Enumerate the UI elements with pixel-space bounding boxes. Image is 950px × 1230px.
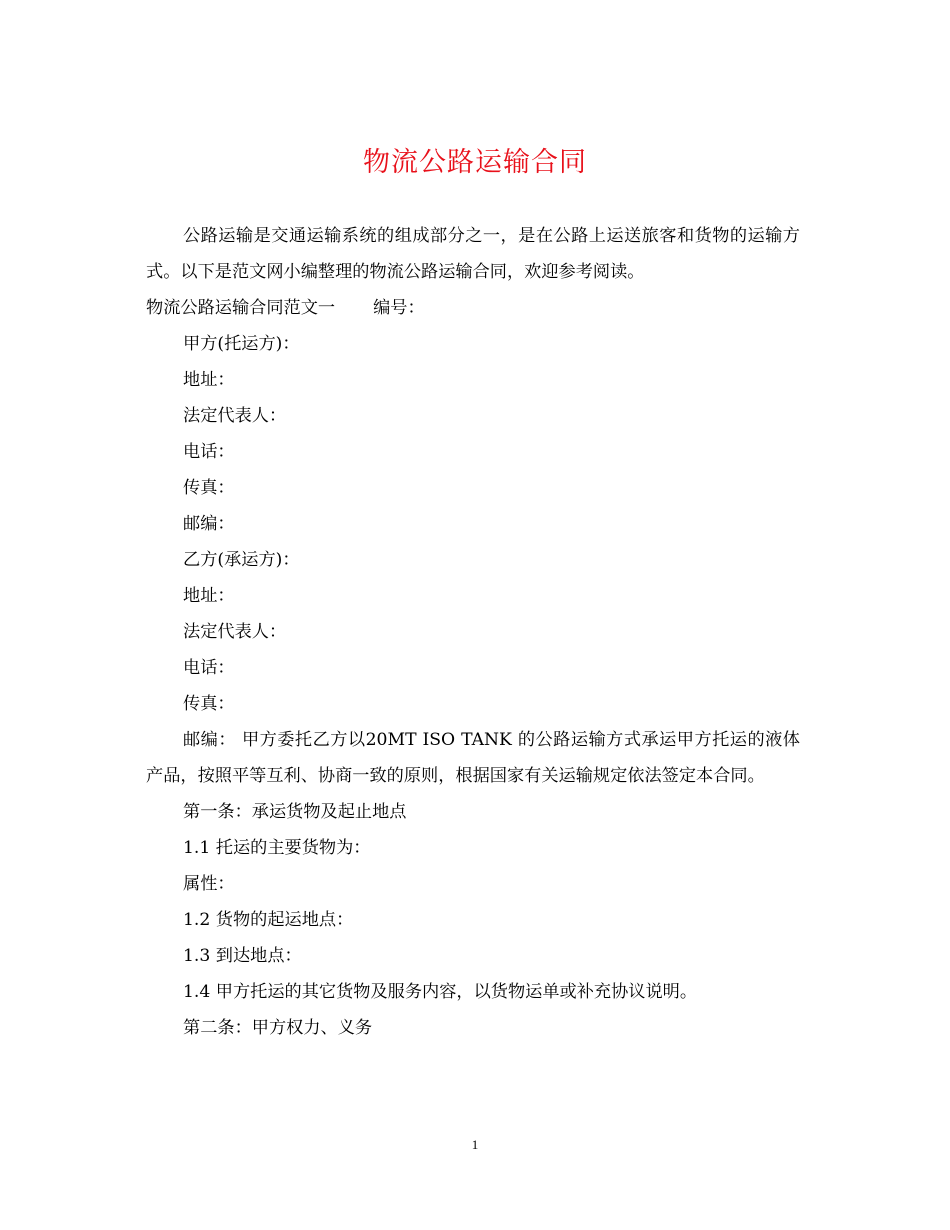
party-a-address: 地址： [183, 370, 235, 390]
article-2-heading: 第二条：甲方权力、义务 [183, 1018, 373, 1038]
article-1-attribute: 属性： [183, 874, 235, 894]
sample-heading: 物流公路运输合同范文一 [146, 298, 336, 318]
party-b-phone: 电话： [183, 658, 235, 678]
document-title: 物流公路运输合同 [363, 147, 587, 178]
party-a-postcode: 邮编： [183, 514, 235, 534]
article-1-heading: 第一条：承运货物及起止地点 [183, 802, 407, 822]
intro-paragraph: 公路运输是交通运输系统的组成部分之一，是在公路上运送旅客和货物的运输方式。以下是范文网小编整理的物流公路运输合同，欢迎参考阅读。 [146, 226, 800, 282]
article-1-item-1-3: 1.3 到达地点： [183, 946, 302, 966]
article-1-item-1-4: 1.4 甲方托运的其它货物及服务内容，以货物运单或补充协议说明。 [183, 982, 698, 1002]
page-number: 1 [471, 1137, 479, 1152]
party-a-label: 甲方(托运方)： [183, 334, 300, 354]
contract-number-label: 编号： [373, 298, 425, 318]
party-b-address: 地址： [183, 586, 235, 606]
party-b-label: 乙方(承运方)： [183, 550, 300, 570]
party-a-phone: 电话： [183, 442, 235, 462]
postcode-clause-paragraph: 邮编： 甲方委托乙方以20MT ISO TANK 的公路运输方式承运甲方托运的液体产品，按照平等互利、协商一致的原则，根据国家有关运输规定依法签定本合同。 [146, 730, 800, 786]
article-1-item-1-1: 1.1 托运的主要货物为： [183, 838, 371, 858]
party-a-fax: 传真： [183, 478, 235, 498]
party-b-legal-rep: 法定代表人： [183, 622, 287, 642]
sample-heading-line [146, 290, 800, 326]
party-b-fax: 传真： [183, 694, 235, 714]
document-body [146, 218, 800, 1046]
article-1-item-1-2: 1.2 货物的起运地点： [183, 910, 354, 930]
party-a-legal-rep: 法定代表人： [183, 406, 287, 426]
